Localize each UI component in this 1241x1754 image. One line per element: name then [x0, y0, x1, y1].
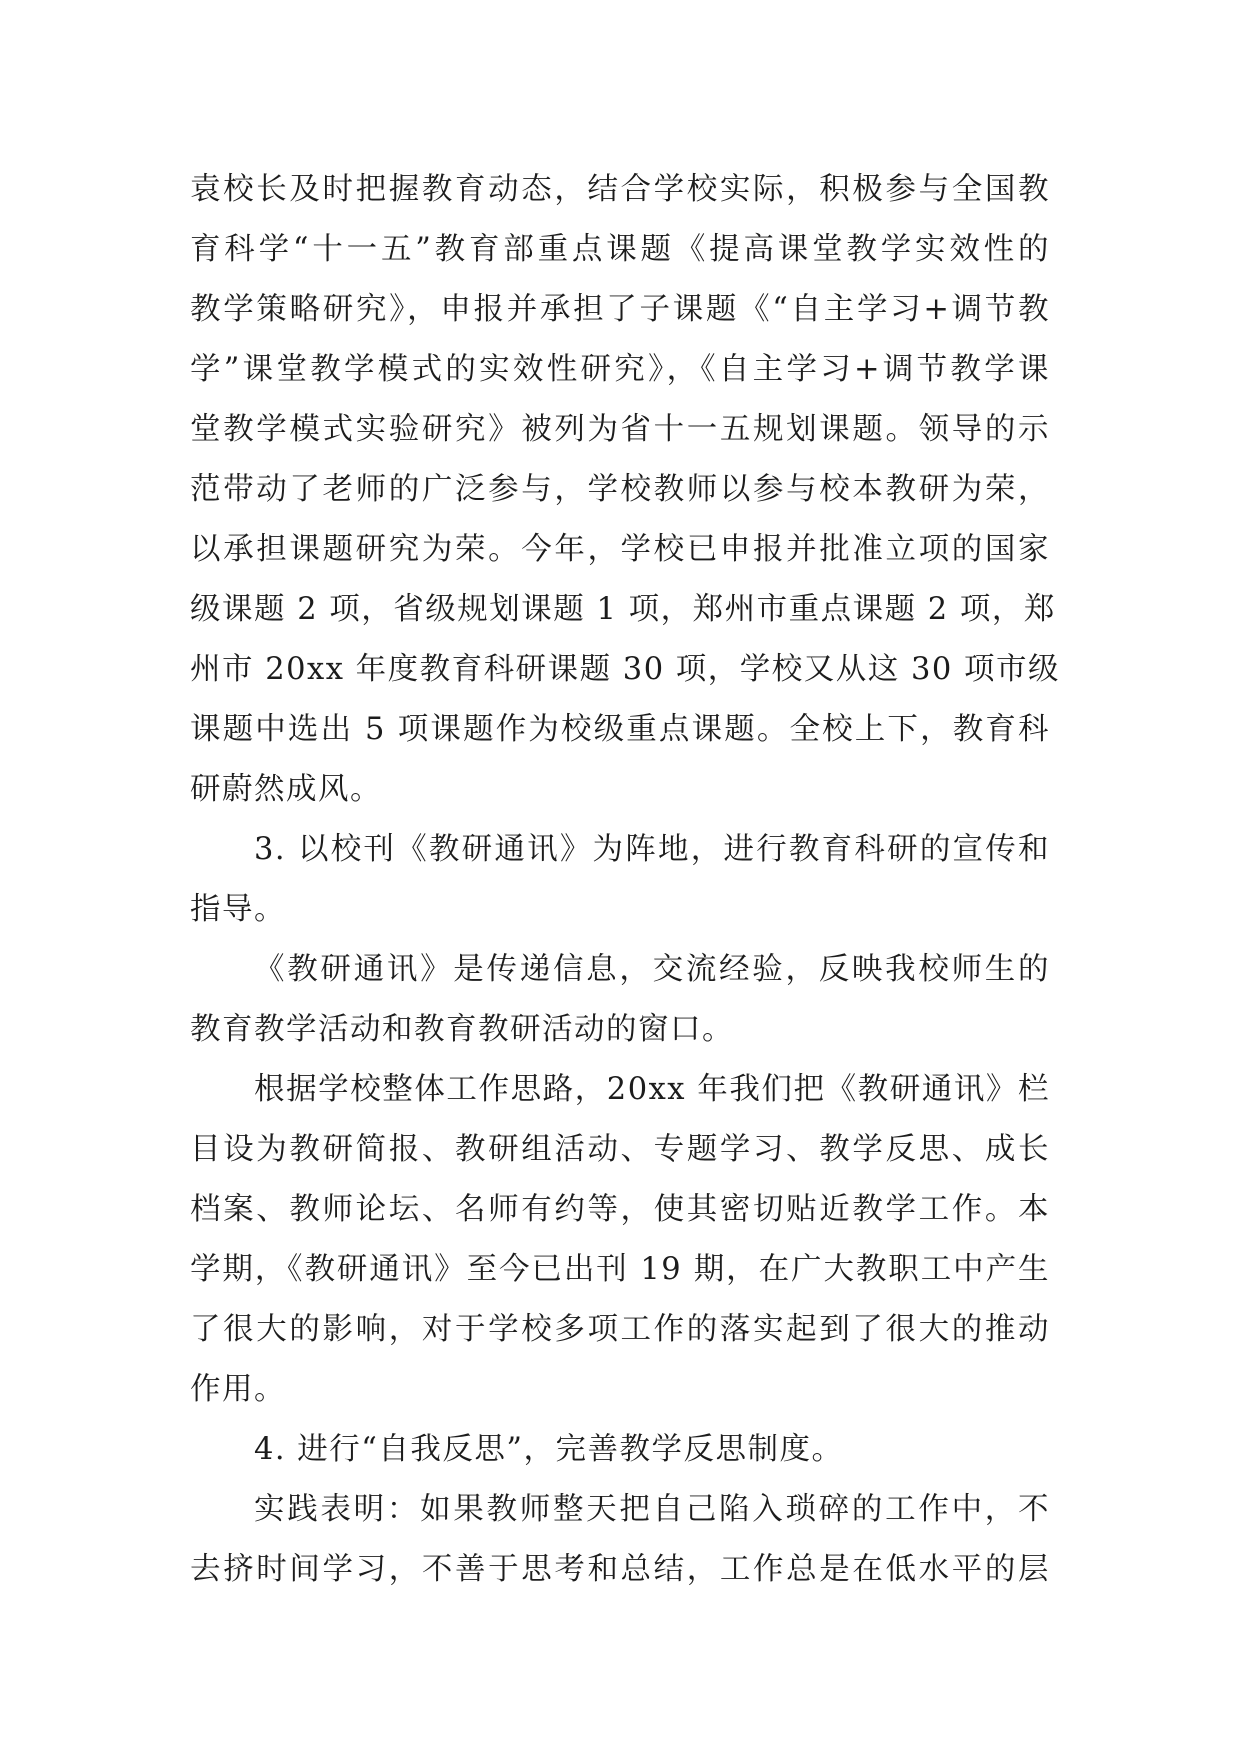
- paragraph-start: 根据学校整体工作思路，20xx 年我们把《教研通讯》栏: [254, 1072, 1050, 1107]
- paragraph-start: 实践表明：如果教师整天把自己陷入琐碎的工作中，不: [254, 1492, 1050, 1527]
- text-line: 研蔚然成风。: [190, 772, 382, 807]
- text-line: 了很大的影响，对于学校多项工作的落实起到了很大的推动: [190, 1312, 1050, 1347]
- text-line: 袁校长及时把握教育动态，结合学校实际，积极参与全国教: [190, 172, 1050, 207]
- text-line: 课题中选出 5 项课题作为校级重点课题。全校上下，教育科: [190, 712, 1050, 747]
- text-line: 育科学“十一五”教育部重点课题《提高课堂教学实效性的: [190, 232, 1050, 267]
- text-line: 教学策略研究》，申报并承担了子课题《“自主学习+调节教: [190, 292, 1050, 327]
- text-line: 教育教学活动和教育教研活动的窗口。: [190, 1012, 734, 1047]
- text-line: 档案、教师论坛、名师有约等，使其密切贴近教学工作。本: [190, 1192, 1050, 1227]
- document-body: [190, 160, 1061, 1600]
- text-line: 级课题 2 项，省级规划课题 1 项，郑州市重点课题 2 项，郑: [190, 592, 1056, 627]
- text-line: 学期，《教研通讯》至今已出刊 19 期，在广大教职工中产生: [190, 1252, 1050, 1287]
- paragraph-start: 《教研通讯》是传递信息，交流经验，反映我校师生的: [254, 952, 1050, 987]
- text-line: 指导。: [190, 892, 286, 927]
- section-heading-4: 4. 进行“自我反思”，完善教学反思制度。: [254, 1432, 844, 1467]
- text-line: 去挤时间学习，不善于思考和总结，工作总是在低水平的层: [190, 1552, 1050, 1587]
- text-line: 以承担课题研究为荣。今年，学校已申报并批准立项的国家: [190, 532, 1050, 567]
- section-heading-3: 3. 以校刊《教研通讯》为阵地，进行教育科研的宣传和: [254, 832, 1050, 867]
- text-line: 目设为教研简报、教研组活动、专题学习、教学反思、成长: [190, 1132, 1050, 1167]
- text-line: 范带动了老师的广泛参与，学校教师以参与校本教研为荣，: [190, 472, 1050, 507]
- text-line: 堂教学模式实验研究》被列为省十一五规划课题。领导的示: [190, 412, 1050, 447]
- text-line: 学”课堂教学模式的实效性研究》，《自主学习+调节教学课: [190, 352, 1050, 387]
- text-line: 作用。: [190, 1372, 286, 1407]
- text-line: 州市 20xx 年度教育科研课题 30 项，学校又从这 30 项市级: [190, 652, 1061, 687]
